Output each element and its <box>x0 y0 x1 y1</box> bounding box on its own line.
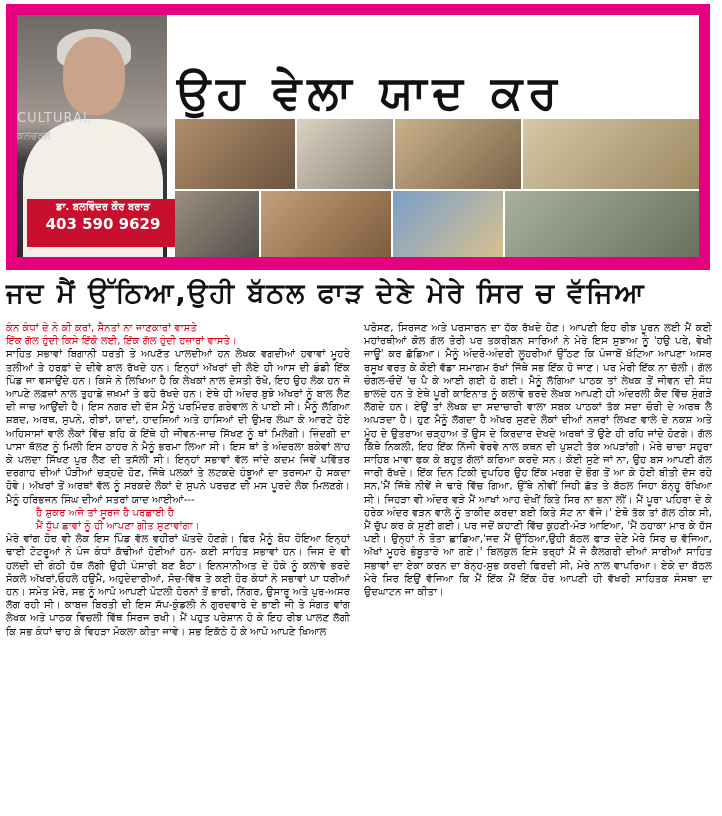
intro-line: ਇੱਕ ਗੱਲ ਹੁੰਦੀ ਕਿਸੇ ਇੱਕੋ ਲਈ, ਇੱਕ ਗੱਲ ਹੁੰਦੀ ਹਜ਼ਾਰਾਂ ਵਾਸਤੇ। <box>6 336 237 348</box>
article-column-right <box>364 322 712 599</box>
collage-photo <box>175 119 295 189</box>
collage-photo <box>393 191 503 257</box>
collage-photo <box>395 119 521 189</box>
author-phone: 403 590 9629 <box>45 215 161 233</box>
verse-line: ਮੈਂ ਧੁੱਪ ਛਾਵਾਂ ਨੂੰ ਹੀ ਆਪਣਾ ਗੀਤ ਸੁਣਾਵਾਂਗਾ। <box>36 521 200 533</box>
author-name-box <box>27 199 179 247</box>
photo-collage <box>175 119 699 257</box>
banner-content <box>17 15 699 257</box>
backdrop-text: CULTURAL <box>17 111 92 126</box>
collage-photo <box>523 119 699 189</box>
collage-photo <box>261 191 391 257</box>
intro-line: ਕੰਨ ਕੰਧਾਂ ਦੇ ਨੇ ਕੀ ਕਰਾਂ, ਸੈਨਤਾਂ ਨਾ ਜਾਣਕਾਰਾਂ ਵਾਸਤੇ <box>6 323 197 334</box>
author-face <box>63 37 125 115</box>
banner-headline: ਉਹ ਵੇਲਾ ਯਾਦ ਕਰ <box>177 65 563 119</box>
collage-photo <box>175 191 259 257</box>
collage-photo <box>297 119 393 189</box>
body-paragraph: ਸਾਹਿਤ ਸਭਾਵਾਂ ਬਿਗਾਨੀ ਧਰਤੀ ਤੇ ਅਪਣੱਤ ਪਾਲਦੀਆਂ ਹਨ ਲੇਖਕ ਵਗਦੀਆਂ ਹਵਾਵਾਂ ਮੂਹਰੇ ਤਲੀਆਂ ਤੇ ਹਰਫ਼ਾਂ ਦੇ ਦੀਵੇ ਬਾਲ ਰੱਖਦੇ ਹਨ। ਇਨ੍ਹਾਂ ਅੱਖਰਾਂ ਦੀ ਲੋਏ ਹੀ ਆਸ ਦੀ ਡੰਡੀ ਇੱਕ ਪਿੰਡ ਜਾ ਵਸਾਉਂਦੇ ਹਨ। ਕਿਸੇ ਨੇ ਲਿਖਿਆ ਹੈ ਕਿ ਲੇਖਕਾਂ ਨਾਲ ਦੋਸਤੀ ਰੱਖੋ, ਇਹ ਉਹ ਲੋਕ ਹਨ ਜੋ ਆਪਣੇ ਲਫ਼ਜ਼ਾਂ ਨਾਲ ਤੁਹਾਡੇ ਜ਼ਖ਼ਮਾਂ ਤੇ ਫਹੇ ਰੱਖਦੇ ਹਨ। ਏਥੇ ਹੀ ਅੰਦਰ ਬੁਝੇ ਅੱਖਰਾਂ ਨੂੰ ਬਾਲ ਲੈਣ ਦੀ ਜਾਚ ਆਉਂਦੀ ਹੈ। ਇਸ ਨਗਰ ਦੀ ਦੱਸ ਮੈਨੂੰ ਪਰਮਿੰਦਰ ਗਰੇਵਾਲ ਨੇ ਪਾਈ ਸੀ। ਮੈਨੂੰ ਲੱਗਿਆ ਸ਼ਬਦ, ਅਰਥ, ਸੁਪਨੇ, ਰੀਝਾਂ, ਯਾਦਾਂ, ਹਾਦਸਿਆਂ ਅਤੇ ਹਾਸਿਆਂ ਦੀ ਉਮਰ ਲੰਘਾ ਕੇ ਆਰਟੇ ਹੋਏ ਅਹਿਸਾਸਾਂ ਵਾਲੇ ਲੋਕਾਂ ਵਿੱਚ ਬਹਿ ਕੇ ਇੱਥੇ ਹੀ ਜੀਵਨ-ਜਾਚ ਸਿੱਖਣ ਨੂੰ ਥਾਂ ਮਿਲੇਗੀ। ਜ਼ਿੰਦਗੀ ਦਾ ਪਾਸਾ ਥੱਲਣ ਨੂੰ ਮਿਲੀ ਇਸ ਠਾਹਰ ਨੇ ਮੈਨੂੰ ਭਰਮਾ ਲਿਆ ਸੀ। ਇਸ ਥਾਂ ਤੇ ਅੰਦਰਲਾ ਬਕੇਵਾਂ ਲਾਹ ਕੇ ਪਲਦਾ ਸਿੱਖਣ ਪੁਰ ਲੈਣ ਦੀ ਤਸੱਲੀ ਸੀ। ਇਨ੍ਹਾਂ ਸਭਾਵਾਂ ਵੱਲ ਜਾਂਦੇ ਕਦਮ ਜਿਵੇਂ ਪਵਿੱਤਰ ਦਰਗਾਹ ਦੀਆਂ ਪੌੜੀਆਂ ਚੜ੍ਹਦੇ ਹੋਣ, ਜਿੱਥੇ ਪਲਕਾਂ ਤੇ ਲਟਕਦੇ ਹੰਝੂਆਂ ਦਾ ਤਰਜਮਾ ਹੋ ਸਕਦਾ ਹੋਵੇ। ਅੱਖਰਾਂ ਤੋਂ ਅਰਥਾਂ ਵੱਲ ਨੂੰ ਸਰਕਦੇ ਲੋਕਾਂ ਦੇ ਸੁਪਨੇ ਪਰਚਣ ਦੀ ਮਸ ਪੂਰਦੇ ਲੋਕ ਮਿਲਣਗੇ। ਮੈਨੂੰ ਹਰਿਭਜਨ ਸਿੰਘ ਦੀਆਂ ਸਤਰਾਂ ਯਾਦ ਆਈਆਂ--- <box>6 349 350 506</box>
banner-frame <box>6 4 710 270</box>
body-paragraph: ਪਰੋਸਣ, ਸਿਰਜਣ ਅਤੇ ਪਰਸਾਰਨ ਦਾ ਹੱਕ ਰੱਖਦੇ ਹੋਣ। ਆਪਣੀ ਇਹ ਰੀਝ ਪੂਰਨ ਲਈ ਮੈਂ ਕਈ ਮਹਾਂਰਥੀਆਂ ਕੋਲ ਗੱਲ ਤੋਰੀ ਪਰ ਤਕਰੀਬਨ ਸਾਰਿਆਂ ਨੇ ਮੇਰੇ ਇਸ ਸੁਝਾਅ ਨੂੰ 'ਹਉ ਪਰੇ, ਵੇਖੀ ਜਾਊ' ਕਰ ਛੱਡਿਆ। ਮੈਨੂੰ ਅੰਦਰੋ-ਅੰਦਰੀ ਲੂਹਰੀਆਂ ਉੱਠਣ ਕਿ ਪੰਜਾਬੋਂ ਖੱਟਿਆ ਆਪਣਾ ਅਸਰ ਰਸੂਖ ਵਰਤ ਕੇ ਕੋਈ ਵੱਡਾ ਸਮਾਗਮ ਰੱਖਾਂ ਜਿੱਥੇ ਸਭ ਇੱਕ ਹੋ ਜਾਣ। ਪਰ ਮੇਰੀ ਇੱਕ ਨਾ ਚੱਲੀ। ਗੱਲ ਚੰਗਲ-ਚੌਦੇਂ 'ਚ ਪੈ ਕੇ ਆਈ ਗਈ ਹੋ ਗਈ। ਮੈਨੂੰ ਲੱਗਿਆ ਪਾਠਕ ਤਾਂ ਲੇਖਕ ਤੋਂ ਜੀਵਨ ਦੀ ਸੋਧ ਭਾਲਦੇ ਹਨ ਤੇ ਏਥੇ ਪੂਰੀ ਕਾਇਨਾਤ ਨੂੰ ਕਲਾਵੇ ਭਰਦੇ ਲੇਖਕ ਆਪਣੀ ਹੀ ਅੰਦਰਲੀ ਕੈਦ ਵਿੱਚ ਸੁੰਗੜੇ ਲੱਗਦੇ ਹਨ। ਏਉਂ ਤਾਂ ਲੇਖਕ ਦਾ ਸਦਾਚਾਰੀ ਵਾਲਾ ਸਬਕ ਪਾਠਕਾਂ ਤੱਕ ਸਦਾ ਚੋਰੀ ਦੇ ਅਰਥ ਲੈ ਅਪੜਦਾ ਹੈ। ਹੁਣ ਮੈਨੂੰ ਲੱਗਦਾ ਹੈ ਅੱਖਰ ਸੁਣਦੇ ਲੋਕਾਂ ਦੀਆਂ ਨਜ਼ਰਾਂ ਲਿਖਣ ਵਾਲੇ ਦੇ ਨਕਸ਼ ਅਤੇ ਮੂੰਹ ਦੇ ਉਤਰਾਅ ਚੜ੍ਹਾਅ ਤੋਂ ਉਸ ਦੇ ਕਿਰਦਾਰ ਦੇਖਦੇ ਅਰਥਾਂ ਤੋਂ ਉਣੇ ਹੀ ਰਹਿ ਜਾਂਦੇ ਹੋਣਗੇ। ਗੱਲ ਕਿੱਥੇ ਨਿਕਲੀ, ਇਹ ਇੱਕ ਨਿੱਜੀ ਵੇਰਵੇ ਨਾਲ ਕਥਨ ਦੀ ਪੁਸ਼ਟੀ ਤੱਕ ਅਪੜਾਂਗੀ। ਮੇਰੇ ਚਾਚਾ ਸਹੁਰਾ ਸਾਹਿਬ ਮਾਵਾ ਫਕ ਕੇ ਬਹੁਤ ਗੱਲਾਂ ਕਰਿਆ ਕਰਦੇ ਸਨ। ਕੋਈ ਸੁਣੇ ਜਾਂ ਨਾ, ਉਹ ਬਸ ਆਪਣੀ ਗੱਲ ਜਾਰੀ ਰੱਖਦੇ। ਇੱਕ ਦਿਨ ਟਿਕੀ ਦੁਪਹਿਰ ਉਹ ਇੱਕ ਮਰਗ ਦੇ ਭੋਗ ਤੋਂ ਆ ਕੇ ਹੋਈ ਬੀਤੀ ਦੱਸ ਰਹੇ ਸਨ,'ਮੈਂ ਜਿੱਥੇ ਨੀਵੇਂ ਜੇ ਢਾਰੇ ਵਿੱਚ ਗਿਆ, ਉੱਥੇ ਨੀਵੀਂ ਜਿਹੀ ਛੱਤ ਤੇ ਬੱਠਲ ਜਿਹਾ ਬੰਨ੍ਹੂ ਰੱਖਿਆ ਸੀ। ਜਿਹੜਾ ਵੀ ਅੰਦਰ ਵੜੇ ਮੈਂ ਆਖਾਂ ਆਹ ਦੇਖੀਂ ਕਿਤੇ ਸਿਰ ਨਾ ਭਨਾ ਲੀਂ। ਮੈਂ ਪੂਰਾ ਪਹਿਰਾ ਦੇ ਕੇ ਹਰੇਕ ਅੰਦਰ ਵੜਨ ਵਾਲੇ ਨੂੰ ਤਾਕੀਦ ਕਰਦਾ ਬਈ ਕਿਤੇ ਸੱਟ ਨਾ ਵੱਜੇ।' ਏਥੋ ਤੱਕ ਤਾਂ ਗੱਲ ਠੀਕ ਸੀ, ਮੈਂ ਚੁੱਪ ਕਰ ਕੇ ਸੁਣੀ ਗਈ। ਪਰ ਜਦੋਂ ਕਹਾਣੀ ਵਿੱਚ ਕੁਹਣੀ-ਮੋੜ ਆਇਆ, 'ਮੈਂ ਠਹਾਕਾ ਮਾਰ ਕੇ ਹੱਸ ਪਈ। ਉਨ੍ਹਾਂ ਨੇ ਤੋਤਾ ਛਾਡਿਆ,'ਜਦ ਮੈਂ ਉੱਠਿਆ,ਉਹੀ ਬੱਠਲ ਫਾੜ ਦੇਣੇ ਮੇਰੇ ਸਿਰ ਚ ਵੱਜਿਆ, ਅੱਖਾਂ ਮੂਹਰੇ ਭੰਬੂਤਾਰੇ ਆ ਗਏ।' ਬਿਲਕੁਲ ਇਸੇ ਤਰ੍ਹਾਂ ਮੈਂ ਜੋ ਕੈਲਗਰੀ ਦੀਆਂ ਸਾਰੀਆਂ ਸਾਹਿਤ ਸਭਾਵਾਂ ਦਾ ਏਕਾ ਕਰਨ ਦਾ ਬੰਨ੍ਹ-ਸੁਭ ਕਰਦੀ ਫਿਰਦੀ ਸੀ, ਮੇਰੇ ਨਾਲ ਵਾਪਰਿਆ। ਏਕੇ ਦਾ ਬੱਠਲ ਮੇਰੇ ਸਿਰ ਇਉਂ ਵੱਜਿਆ ਕਿ ਮੈਂ ਇੱਕ ਮੈਂ ਇੱਕ ਹੋਰ ਆਪਣੀ ਹੀ ਵੱਖਰੀ ਸਾਹਿਤਕ ਸੰਸਥਾ ਦਾ ਉਦਘਾਟਨ ਜਾ ਕੀਤਾ। <box>364 323 712 599</box>
verse-line: ਹੈ ਸ਼ੁਕਰ ਅਜੇ ਤਾਂ ਸੂਰਜ ਹੈ ਪਰਛਾਈ ਹੈ <box>36 507 174 519</box>
backdrop-text-pa: ਕਲਚਰਲ <box>17 131 51 142</box>
body-paragraph: ਮੇਰੇ ਵਾਂਗ ਹੋਰ ਵੀ ਲੋਕ ਇਸ ਪਿੰਡ ਵੱਲ ਵਹੀਰਾਂ ਘੱਤਦੇ ਹੋਣਗੇ। ਫਿਰ ਮੈਨੂੰ ਬੋਧ ਹੋਇਆ ਇਨ੍ਹਾਂ ਢਾਈ ਟੋਟਰੂਆਂ ਨੇ ਪੰਜ ਕੰਧਾਂ ਕੱਢੀਆਂ ਹੋਈਆਂ ਹਨ- ਕਈ ਸਾਹਿਤ ਸਭਾਵਾਂ ਹਨ। ਜਿਸ ਦੇ ਵੀ ਹਲਦੀ ਦੀ ਗੰਠੀ ਹੱਥ ਲੱਗੀ ਉਹੀ ਪੰਸਾਰੀ ਬਣ ਬੈਠਾ। ਇਨਸਾਨੀਅਤ ਦੇ ਹੋਕੇ ਨੂੰ ਕਲਾਵੇ ਭਰਦੇ ਸੋਕਲੇ ਅੱਖਰਾਂ,ਓਹਲੇ ਹਉਮੈ, ਅਹੁਦੇਦਾਰੀਆਂ, ਸੋਚ-ਵਿੱਥ ਤੇ ਕਈ ਹੋਰ ਕੰਧਾਂ ਨੇ ਸਭਾਵਾਂ ਪਾ ਧਰੀਆਂ ਹਨ। ਸਮੇਤ ਮੇਰੇ, ਸਭ ਨੂੰ ਆਪੋ ਆਪਣੀ ਪੋਟਲੀ ਹੋਰਨਾਂ ਤੋਂ ਭਾਰੀ, ਨਿੱਗਰ, ਉਸਾਰੂ ਅਤੇ ਪੁਰ-ਅਸਰ ਲੱਗ ਰਹੀ ਸੀ। ਕਾਬਜ਼ ਬਿਰਤੀ ਦੀ ਇਸ ਸੱਪ-ਕੁੰਡਲੀ ਨੇ ਗੁਰਦਵਾਰੇ ਦੇ ਭਾਈ ਜੀ ਤੇ ਸੰਗਤ ਵਾਂਗ ਲੇਖਕ ਅਤੇ ਪਾਠਕ ਵਿਚਲੀ ਵਿੱਥ ਸਿਰਜ ਰਖੀ। ਮੈਂ ਪਹੁਤ ਪਰੇਸ਼ਾਨ ਹੋ ਕੇ ਇਹ ਰੀਝ ਪਾਲਣ ਲੱਗੀ ਕਿ ਸਭ ਕੰਧਾਂ ਢਾਹ ਕੇ ਵਿਹੜਾ ਮੋਕਲਾ ਕੀਤਾ ਜਾਵੇ। ਸਭ ਇਕੱਠੇ ਹੋ ਕੇ ਆਪੋ ਆਪਣੇ ਖਿਆਲ <box>6 534 350 638</box>
article-column-left <box>6 322 350 639</box>
article-title: ਜਦ ਮੈਂ ਉੱਠਿਆ,ਉਹੀ ਬੱਠਲ ਫਾੜ ਦੇਣੇ ਮੇਰੇ ਸਿਰ ਚ ਵੱਜਿਆ <box>6 278 646 309</box>
author-name: ਡਾ. ਬਲਵਿੰਦਰ ਕੌਰ ਬਰਾੜ <box>56 202 150 213</box>
collage-photo <box>505 191 699 257</box>
